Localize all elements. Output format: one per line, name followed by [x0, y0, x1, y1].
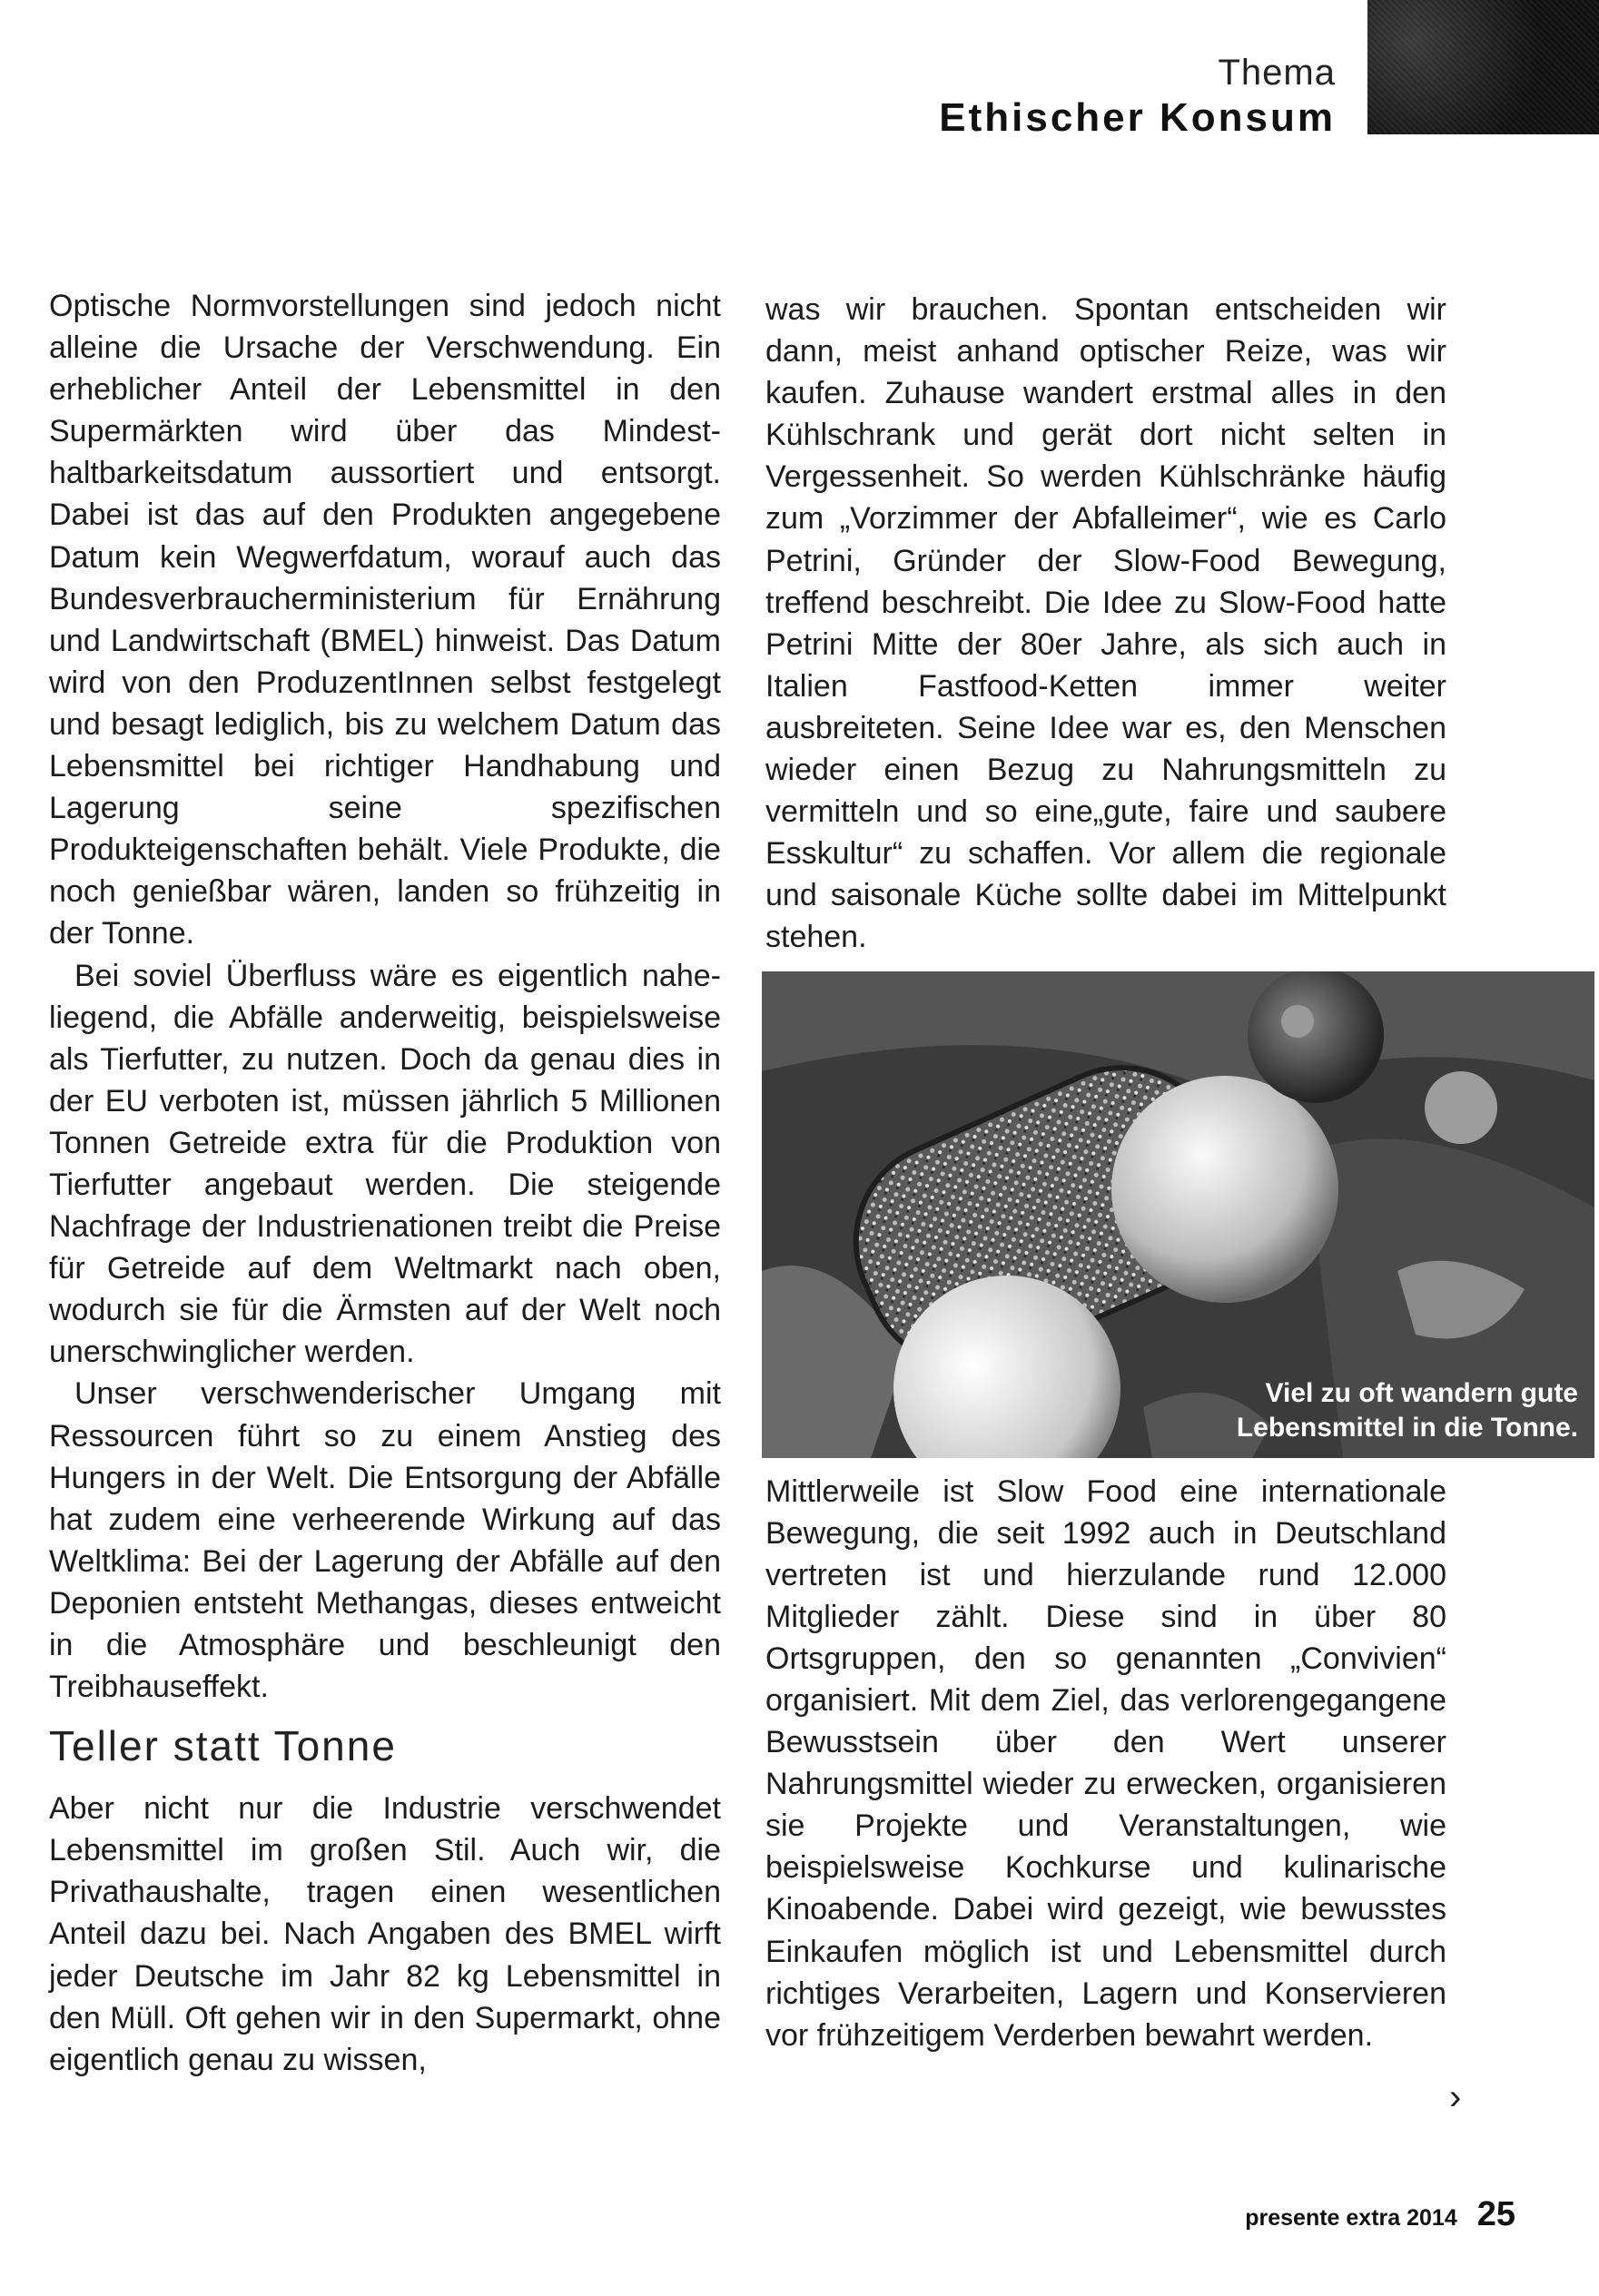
photo-caption-line: Viel zu oft wandern gute	[1265, 1377, 1578, 1408]
article-paragraph: Unser verschwenderischer Umgang mit Ressourcen führt so zu einem Anstieg des Hungers in der Welt. Die Entsorgung der Abfälle hat zudem eine verheerende Wirkung auf das Weltklima: Bei der Lagerung der Abfälle auf den Deponien entsteht Methangas, dieses entweicht in die Atmosphäre und beschleunigt den Treibhauseffekt.	[49, 1376, 721, 1705]
corner-decoration	[1367, 0, 1599, 134]
continue-arrow-icon: ›	[1449, 2077, 1462, 2117]
article-paragraph: Optische Normvorstellungen sind jedoch nicht alleine die Ursache der Verschwendung. Ein erheblicher Anteil der Lebensmittel in den Supermärkten wird über das Mindesthaltbarkeitsdatum aussortiert und entsorgt. Dabei ist das auf den Produkten angegebene Datum kein Wegwerfdatum, worauf auch das Bundesverbraucherministerium für Ernährung und Landwirtschaft (BMEL) hinweist. Das Datum wird von den ProduzentInnen selbst festgelegt und besagt lediglich, bis zu welchem Datum das Lebensmittel bei richtiger Handhabung und Lagerung seine spezifischen Produkteigenschaften behält. Viele Produkte, die noch genießbar wären, landen so frühzeitig in der Tonne.	[49, 289, 721, 951]
section-header	[939, 51, 1336, 142]
section-kicker: Thema	[1218, 53, 1336, 93]
publication-name: presente extra 2014	[1245, 2205, 1457, 2231]
article-paragraph: Mittlerweile ist Slow Food eine internationale Bewegung, die seit 1992 auch in Deutschland vertreten ist und hierzulande rund 12.000 Mitglieder zählt. Diese sind in über 80 Ortsgruppen, den so genannten „Convivien“ organisiert. Mit dem Ziel, das verlorengegangene Bewusstsein über den Wert unserer Nahrungsmittel wieder zu erwecken, organisieren sie Projekte und Veranstaltungen, wie beispielsweise Kochkurse und kulinarische Kinoabende. Dabei wird gezeigt, wie bewusstes Einkaufen möglich ist und Lebensmittel durch richtiges Verarbeiten, Lagern und Konservieren vor frühzeitigem Verderben bewahrt werden.	[765, 1473, 1446, 2053]
article-paragraph: Bei soviel Überfluss wäre es eigentlich naheliegend, die Abfälle anderweitig, beispielsweise als Tierfutter, zu nutzen. Doch da genau dies in der EU verboten ist, müssen jährlich 5 Millionen Tonnen Getreide extra für die Produktion von Tierfutter angebaut werden. Die steigende Nachfrage der Industrienationen treibt die Preise für Getreide auf dem Weltmarkt nach oben, wodurch sie für die Ärmsten auf der Welt noch unerschwinglicher werden.	[49, 958, 721, 1370]
photo-caption	[1237, 1376, 1578, 1445]
right-column	[765, 289, 1578, 2056]
subheading: Teller statt Tonne	[49, 1722, 397, 1770]
article-paragraph: Aber nicht nur die Industrie verschwendet Lebensmittel im großen Stil. Auch wir, die Privathaushalte, tragen einen wesentlichen Anteil dazu bei. Nach Angaben des BMEL wirft jeder Deutsche im Jahr 82 kg Lebensmittel in den Müll. Oft gehen wir in den Supermarkt, ohne eigentlich genau zu wissen,	[49, 1791, 721, 2077]
food-waste-photo	[762, 971, 1594, 1458]
page-footer	[1245, 2195, 1515, 2234]
article-paragraph: was wir brauchen. Spontan entscheiden wir dann, meist anhand optischer Reize, was wir kaufen. Zuhause wandert erstmal alles in den Kühlschrank und gerät dort nicht selten in Vergessenheit. So werden Kühlschränke häufig zum „Vorzimmer der Abfalleimer“, wie es Carlo Petrini, Gründer der Slow-Food Bewegung, treffend beschreibt. Die Idee zu Slow-Food hatte Petrini Mitte der 80er Jahre, als sich auch in Italien Fastfood-Ketten immer weiter ausbreiteten. Seine Idee war es, den Menschen wieder einen Bezug zu Nahrungsmitteln zu vermitteln und so eine„gute, faire und saubere Esskultur“ zu schaffen. Vor allem die regionale und saisonale Küche sollte dabei im Mittelpunkt stehen.	[765, 292, 1446, 955]
photo-caption-line: Lebensmittel in die Tonne.	[1236, 1412, 1578, 1443]
section-title: Ethischer Konsum	[939, 95, 1336, 140]
page-number: 25	[1476, 2195, 1515, 2233]
left-column	[49, 285, 721, 2081]
